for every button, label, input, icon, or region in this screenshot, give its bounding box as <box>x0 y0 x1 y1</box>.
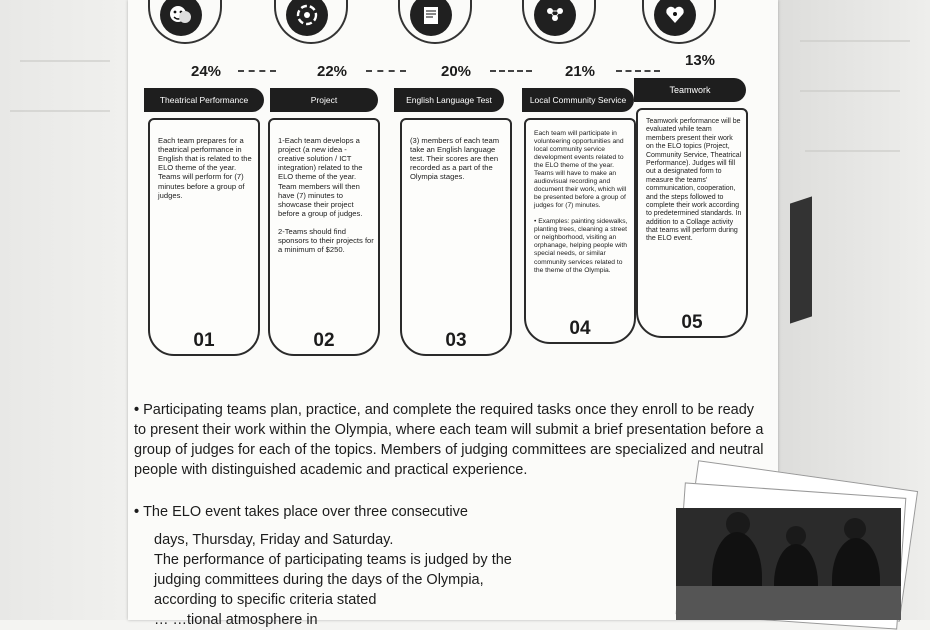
info-paragraph-2-body: days, Thursday, Friday and Saturday. The performance of participating teams is judged by the judging committees during the days of the Olympia, according to specific criteria stated <box>154 532 512 608</box>
topic-percent: 13% <box>684 52 716 69</box>
topic-description: (3) members of each team take an English language test. Their scores are then recorded as a part of the Olympia stages. <box>410 136 500 182</box>
topic-description: Each team prepares for a theatrical performance in English that is related to the ELO theme of the year. Teams will perform for (7) minutes before a group of judges. <box>158 136 252 200</box>
bleed-through-line <box>800 90 900 92</box>
topic-description: 1-Each team develops a project (a new idea - creative solution / ICT integration) related to the ELO theme of the year. Team members will then have (7) minutes to showcase their project before a group of judges. 2-Teams should find sponsors to their projects for a minimum of $250. <box>278 136 374 255</box>
topic-title-banner: Local Community Service <box>522 88 634 112</box>
topic-card <box>268 118 380 356</box>
document-page <box>128 0 778 628</box>
group-photo-image <box>676 508 901 620</box>
topic-number: 04 <box>569 318 591 339</box>
topic-number: 01 <box>193 330 215 351</box>
info-paragraph-2-cut: … …tional atmosphere in <box>154 612 318 628</box>
table-surface <box>676 586 901 620</box>
topic-card <box>524 118 636 344</box>
topic-percent: 24% <box>190 63 222 80</box>
topic-title-banner: Teamwork <box>634 78 746 102</box>
topic-title-banner: English Language Test <box>394 88 504 112</box>
topic-percent: 21% <box>564 63 596 80</box>
bullet-dot: • <box>134 402 140 418</box>
topic-description: Teamwork performance will be evaluated while team members present their work on the ELO topics (Project, Community Service, Theatrical Performance). Judges will fill out a designated form to measure the teams' communication, cooperation, and the steps followed to complete their work according to predetermined standards. In addition to a Collage activity that teams will perform during the ELO event. <box>646 118 742 243</box>
topic-title-banner: Theatrical Performance <box>144 88 264 112</box>
bleed-through-line <box>800 40 910 42</box>
bleed-through-line <box>805 150 900 152</box>
topic-number: 03 <box>445 330 467 351</box>
bleed-through-line <box>10 110 110 112</box>
topic-title-banner: Project <box>270 88 378 112</box>
topic-percent: 22% <box>316 63 348 80</box>
person-head <box>844 518 866 540</box>
bullet-dot: • <box>134 504 140 520</box>
bleed-through-line <box>20 60 110 62</box>
topic-card <box>148 118 260 356</box>
topic-card <box>400 118 512 356</box>
person-head <box>786 526 806 546</box>
info-paragraph-2-heading <box>134 502 534 522</box>
topic-number: 02 <box>313 330 335 351</box>
info-paragraph-1 <box>134 400 764 480</box>
scan-shadow <box>790 196 812 323</box>
topic-description: Each team will participate in volunteering opportunities and local community service development events related to the ELO theme of the year. Teams will have to make an audiovisual recording and document their work, which will be presented before a group of judges for (7) minutes. • Examples: painting sidewalks, planting trees, cleaning a street or neighborhood, visiting an orphanage, helping people with special needs, or similar community services related to the theme of the Olympia. <box>534 130 628 274</box>
paragraph-text: The ELO event takes place over three consecutive <box>143 504 468 520</box>
topic-number: 05 <box>681 312 703 333</box>
paragraph-text: Participating teams plan, practice, and complete the required tasks once they enroll to be ready to present their work within the Olympia, where each team will submit a brief presentation before a group of judges for each of the topics. Members of judging committees are specialized and neutral people with distinguished academic and practical experience. <box>134 402 764 478</box>
topic-percent: 20% <box>440 63 472 80</box>
topic-card <box>636 108 748 338</box>
team-photo <box>668 470 908 620</box>
scan-background-left <box>0 0 140 620</box>
